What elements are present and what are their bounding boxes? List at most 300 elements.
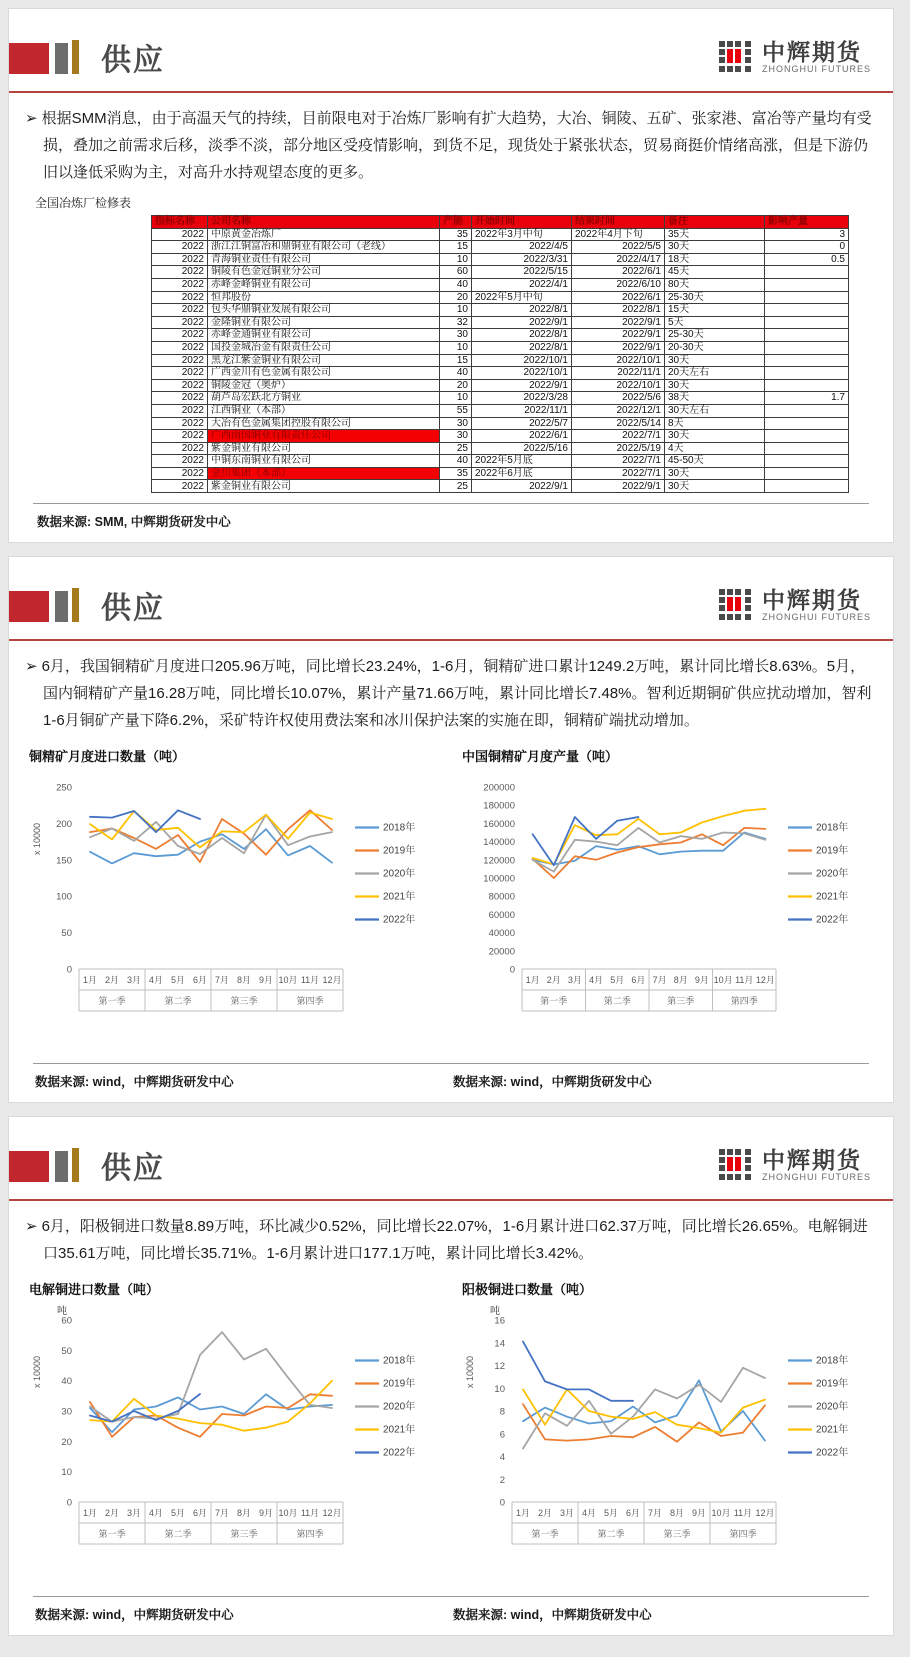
table-cell: 2022/11/1	[472, 404, 572, 417]
table-cell: 2022/5/7	[472, 417, 572, 430]
table-header-cell: 结束时间	[572, 216, 665, 229]
bullet-arrow-icon: ➢	[25, 1218, 38, 1236]
table-cell: 4天	[665, 442, 765, 455]
table-cell: 2022年5月中旬	[472, 291, 572, 304]
table-cell: 2022	[152, 278, 208, 291]
bullet-arrow-icon: ➢	[25, 658, 38, 676]
svg-text:1月: 1月	[82, 975, 98, 986]
table-cell: 中铜东南铜业有限公司	[208, 455, 440, 468]
svg-text:第二季: 第二季	[164, 1529, 192, 1540]
table-cell: 55	[440, 404, 472, 417]
table-cell: 2022/5/5	[572, 241, 665, 254]
svg-text:10月: 10月	[278, 975, 298, 986]
x-axis	[522, 969, 776, 1011]
table-cell: 5天	[665, 316, 765, 329]
table-cell: 38天	[665, 392, 765, 405]
table-row	[152, 228, 849, 241]
table-cell: 紫金铜业有限公司	[208, 480, 440, 493]
sources-row	[33, 1596, 869, 1635]
table-cell: 30天左右	[665, 404, 765, 417]
series-2020年	[523, 1368, 765, 1449]
svg-text:9月: 9月	[691, 1508, 707, 1519]
table-cell: 2022	[152, 404, 208, 417]
section-supply-concentrate	[8, 556, 894, 1103]
svg-text:吨: 吨	[57, 1306, 67, 1318]
table-cell: 25-30天	[665, 291, 765, 304]
svg-text:12: 12	[494, 1361, 505, 1373]
table-cell: 30	[440, 430, 472, 443]
table-cell: 2022/9/1	[572, 480, 665, 493]
header-rule	[9, 91, 893, 93]
table-cell: 0	[765, 241, 849, 254]
table-cell: 15天	[665, 304, 765, 317]
table-cell: 2022/5/6	[572, 392, 665, 405]
table-cell: 35	[440, 228, 472, 241]
chart-legend	[788, 821, 848, 926]
table-cell: 广西金川有色金属有限公司	[208, 367, 440, 380]
table-cell: 40	[440, 278, 472, 291]
table-cell: 铜陵金冠（奥炉）	[208, 379, 440, 392]
svg-text:第一季: 第一季	[98, 996, 126, 1007]
table-cell: 2022/6/1	[572, 266, 665, 279]
svg-text:2: 2	[499, 1474, 505, 1486]
table-cell: 2022/7/1	[572, 430, 665, 443]
table-cell	[765, 316, 849, 329]
table-row	[152, 392, 849, 405]
table-cell: 2022年6月底	[472, 467, 572, 480]
table-cell: 大冶有色金属集团控股有限公司	[208, 417, 440, 430]
table-row	[152, 304, 849, 317]
table-cell: 2022/11/1	[572, 367, 665, 380]
table-cell	[765, 304, 849, 317]
table-cell: 2022/9/1	[572, 329, 665, 342]
svg-text:2020年: 2020年	[383, 868, 416, 880]
svg-text:4: 4	[499, 1452, 505, 1464]
table-cell: 35天	[665, 228, 765, 241]
svg-text:5月: 5月	[610, 975, 625, 986]
table-cell: 2022/10/1	[572, 379, 665, 392]
table-cell: 2022	[152, 341, 208, 354]
table-cell: 8天	[665, 417, 765, 430]
table-row	[152, 329, 849, 342]
svg-text:14: 14	[494, 1338, 505, 1350]
table-cell: 金隆铜业有限公司	[208, 316, 440, 329]
table-cell: 2022	[152, 467, 208, 480]
svg-text:9月: 9月	[694, 975, 709, 986]
table-cell: 32	[440, 316, 472, 329]
svg-text:140000: 140000	[483, 837, 515, 849]
svg-text:第三季: 第三季	[230, 996, 258, 1007]
table-cell	[765, 291, 849, 304]
table-cell: 20	[440, 291, 472, 304]
brand-name-en: ZHONGHUI FUTURES	[762, 612, 871, 623]
svg-text:5月: 5月	[603, 1508, 619, 1519]
series-2021年	[523, 1389, 765, 1432]
svg-text:第四季: 第四季	[729, 1529, 757, 1540]
table-cell: 2022/6/1	[472, 430, 572, 443]
table-row	[152, 480, 849, 493]
section-supply-smelters	[8, 8, 894, 543]
table-header-row	[152, 216, 849, 229]
svg-text:9月: 9月	[258, 1508, 274, 1519]
table-row	[152, 241, 849, 254]
chart-title: 中国铜精矿月度产量（吨）	[462, 749, 619, 765]
table-cell: 中原黄金冶炼厂	[208, 228, 440, 241]
svg-text:10月: 10月	[278, 1508, 298, 1519]
intro-paragraph	[25, 653, 873, 734]
svg-text:2月: 2月	[537, 1508, 553, 1519]
svg-text:5月: 5月	[170, 1508, 186, 1519]
svg-text:2019年: 2019年	[383, 845, 416, 857]
svg-text:2021年: 2021年	[816, 891, 849, 903]
table-cell: 江西铜业（本部）	[208, 404, 440, 417]
table-cell: 45-50天	[665, 455, 765, 468]
svg-text:9月: 9月	[258, 975, 274, 986]
header-rule	[9, 639, 893, 641]
brand-name-cn: 中辉期货	[762, 586, 862, 613]
table-cell: 2022	[152, 354, 208, 367]
table-cell: 15	[440, 354, 472, 367]
x-axis	[79, 969, 343, 1011]
brand-logo	[718, 39, 871, 75]
svg-text:6月: 6月	[192, 1508, 208, 1519]
svg-text:x 10000: x 10000	[32, 1356, 42, 1389]
table-cell: 30天	[665, 480, 765, 493]
table-cell	[765, 442, 849, 455]
chart-legend	[355, 1354, 415, 1459]
brand-logo-icon	[718, 39, 754, 75]
table-cell: 2022/10/1	[572, 354, 665, 367]
table-cell: 30天	[665, 241, 765, 254]
svg-text:x 10000: x 10000	[32, 823, 42, 856]
table-cell: 铜陵有色金冠铜业分公司	[208, 266, 440, 279]
chart-column-right	[460, 1275, 893, 1594]
svg-text:2022年: 2022年	[383, 1447, 416, 1459]
svg-text:0: 0	[66, 964, 72, 976]
svg-text:100: 100	[56, 891, 72, 903]
svg-text:第四季: 第四季	[730, 996, 758, 1007]
brand-name-en: ZHONGHUI FUTURES	[762, 1172, 871, 1183]
table-cell: 30	[440, 329, 472, 342]
table-row	[152, 404, 849, 417]
table-row	[152, 367, 849, 380]
table-cell: 2022	[152, 430, 208, 443]
table-cell: 30天	[665, 467, 765, 480]
intro-paragraph	[25, 105, 873, 186]
svg-text:2月: 2月	[104, 975, 120, 986]
chart-column-left	[27, 1275, 460, 1594]
table-cell: 2022	[152, 291, 208, 304]
table-row	[152, 442, 849, 455]
table-body	[152, 228, 849, 492]
table-header-cell: 备注	[665, 216, 765, 229]
table-cell: 2022	[152, 329, 208, 342]
chart-column-left	[27, 742, 460, 1061]
table-cell: 包头华鼎铜业发展有限公司	[208, 304, 440, 317]
table-cell: 10	[440, 392, 472, 405]
brand-name-cn: 中辉期货	[762, 1146, 862, 1173]
table-cell: 10	[440, 304, 472, 317]
chart-title: 电解铜进口数量（吨）	[29, 1282, 160, 1298]
svg-text:8月: 8月	[673, 975, 688, 986]
svg-text:200: 200	[56, 818, 72, 830]
svg-text:30: 30	[61, 1406, 72, 1418]
svg-text:4月: 4月	[148, 1508, 164, 1519]
table-cell: 赤峰金峰铜业有限公司	[208, 278, 440, 291]
table-cell: 广西南国铜业有限责任公司	[208, 430, 440, 443]
svg-text:7月: 7月	[652, 975, 667, 986]
table-cell: 2022	[152, 417, 208, 430]
table-header-cell: 指标名称	[152, 216, 208, 229]
svg-text:3月: 3月	[559, 1508, 575, 1519]
svg-text:0: 0	[66, 1497, 72, 1509]
brand-name-cn: 中辉期货	[762, 38, 862, 65]
bullet-arrow-icon: ➢	[25, 110, 38, 127]
table-cell: 2022/7/1	[572, 455, 665, 468]
table-cell	[765, 278, 849, 291]
table-cell: 2022年3月中旬	[472, 228, 572, 241]
table-header-cell: 产能	[440, 216, 472, 229]
svg-text:2021年: 2021年	[816, 1424, 849, 1436]
svg-text:2019年: 2019年	[816, 1378, 849, 1390]
brand-logo	[718, 587, 871, 623]
svg-text:8月: 8月	[236, 1508, 252, 1519]
svg-text:10: 10	[494, 1383, 505, 1395]
table-row	[152, 341, 849, 354]
section-supply-copper-imports	[8, 1116, 894, 1636]
table-cell: 2022/6/10	[572, 278, 665, 291]
svg-text:第一季: 第一季	[98, 1529, 126, 1540]
svg-text:2020年: 2020年	[383, 1401, 416, 1413]
table-cell: 10	[440, 253, 472, 266]
table-row	[152, 354, 849, 367]
svg-text:1月: 1月	[515, 1508, 531, 1519]
svg-text:7月: 7月	[214, 975, 230, 986]
data-source: 数据来源: wind，中辉期货研发中心	[33, 1063, 451, 1102]
svg-text:11月: 11月	[735, 975, 754, 986]
svg-text:16: 16	[494, 1315, 505, 1327]
svg-text:8月: 8月	[236, 975, 252, 986]
table-cell	[765, 455, 849, 468]
table-row	[152, 379, 849, 392]
table-cell: 恒邦股份	[208, 291, 440, 304]
table-cell: 2022/9/1	[472, 480, 572, 493]
table-cell: 60	[440, 266, 472, 279]
table-cell: 2022年4月下旬	[572, 228, 665, 241]
table-cell: 2022/3/28	[472, 392, 572, 405]
table-cell	[765, 341, 849, 354]
svg-text:2019年: 2019年	[816, 845, 849, 857]
svg-text:第四季: 第四季	[296, 996, 324, 1007]
intro-text: 根据SMM消息，由于高温天气的持续，目前限电对于冶炼厂影响有扩大趋势，大冶、铜陵、五矿、张家港、富冶等产量均有受损，叠加之前需求后移，淡季不淡，部分地区受疫情影响，到货不足，现货处于紧张状态，贸易商挺价情绪高涨，但是下游仍旧以逢低采购为主，对高升水持观望态度的更多。	[41, 110, 872, 181]
svg-text:2020年: 2020年	[816, 1401, 849, 1413]
svg-text:11月: 11月	[733, 1508, 753, 1519]
table-cell: 20	[440, 379, 472, 392]
svg-text:2020年: 2020年	[816, 868, 849, 880]
table-cell	[765, 480, 849, 493]
svg-text:第二季: 第二季	[603, 996, 631, 1007]
svg-text:7月: 7月	[214, 1508, 230, 1519]
table-cell: 2022/8/1	[472, 341, 572, 354]
svg-text:第三季: 第三季	[667, 996, 695, 1007]
svg-text:2018年: 2018年	[383, 1355, 416, 1367]
line-chart-concentrate-imports	[27, 765, 459, 1061]
page-title: 供应	[101, 592, 165, 626]
data-source: 数据来源: SMM, 中辉期货研发中心	[33, 503, 869, 542]
table-cell	[765, 367, 849, 380]
table-cell	[765, 430, 849, 443]
line-chart-concentrate-output	[460, 765, 892, 1061]
svg-text:12月: 12月	[322, 975, 342, 986]
intro-text: 6月，我国铜精矿月度进口205.96万吨，同比增长23.24%，1-6月，铜精矿进口累计1249.2万吨，累计同比增长8.63%。5月，国内铜精矿产量16.28万吨，同比增长10.07%，累计产量71.66万吨，累计同比增长7.48%。智利近期铜矿供应扰动增加，智利1-6月铜矿产量下降6.2%，采矿特许权使用费法案和冰川保护法案的实施在即，铜精矿端扰动增加。	[41, 658, 872, 730]
header-accent-mark-icon	[9, 1148, 79, 1182]
table-header-cell: 公司名称	[208, 216, 440, 229]
table-cell: 2022/3/31	[472, 253, 572, 266]
svg-text:40000: 40000	[488, 928, 515, 940]
svg-text:吨: 吨	[490, 1306, 500, 1318]
header-rule	[9, 1199, 893, 1201]
svg-text:2022年: 2022年	[816, 914, 849, 926]
section-header	[9, 557, 893, 627]
svg-text:4月: 4月	[581, 1508, 597, 1519]
svg-text:40: 40	[61, 1376, 72, 1388]
table-head	[152, 216, 849, 229]
svg-text:160000: 160000	[483, 818, 515, 830]
svg-text:第二季: 第二季	[597, 1529, 625, 1540]
table-cell: 2022/6/1	[572, 291, 665, 304]
data-source: 数据来源: wind，中辉期货研发中心	[33, 1596, 451, 1635]
svg-text:2018年: 2018年	[383, 822, 416, 834]
svg-text:1月: 1月	[525, 975, 540, 986]
svg-text:60: 60	[61, 1315, 72, 1327]
table-cell: 2022/9/1	[472, 379, 572, 392]
table-cell: 18天	[665, 253, 765, 266]
svg-text:第一季: 第一季	[531, 1529, 559, 1540]
table-cell: 2022/4/17	[572, 253, 665, 266]
svg-text:4月: 4月	[589, 975, 604, 986]
table-cell: 2022/9/1	[572, 316, 665, 329]
svg-text:60000: 60000	[488, 909, 515, 921]
svg-text:100000: 100000	[483, 873, 515, 885]
table-cell: 2022	[152, 253, 208, 266]
table-cell: 30天	[665, 430, 765, 443]
svg-text:2021年: 2021年	[383, 1424, 416, 1436]
table-cell: 2022	[152, 241, 208, 254]
table-cell: 80天	[665, 278, 765, 291]
table-cell: 2022	[152, 480, 208, 493]
svg-text:第四季: 第四季	[296, 1529, 324, 1540]
svg-text:6月: 6月	[625, 1508, 641, 1519]
table-row	[152, 291, 849, 304]
svg-text:80000: 80000	[488, 891, 515, 903]
y-axis	[483, 783, 515, 976]
table-cell: 2022/5/15	[472, 266, 572, 279]
table-row	[152, 467, 849, 480]
table-cell: 2022	[152, 392, 208, 405]
table-cell: 2022	[152, 316, 208, 329]
table-cell: 30天	[665, 379, 765, 392]
svg-text:2月: 2月	[104, 1508, 120, 1519]
svg-text:第二季: 第二季	[164, 996, 192, 1007]
svg-text:250: 250	[56, 782, 72, 794]
series-2022年	[523, 1342, 633, 1401]
svg-text:2月: 2月	[546, 975, 561, 986]
svg-text:20000: 20000	[488, 946, 515, 958]
table-cell: 2022	[152, 379, 208, 392]
table-row	[152, 316, 849, 329]
chart-legend	[355, 821, 415, 926]
svg-text:50: 50	[61, 928, 72, 940]
table-cell: 2022	[152, 367, 208, 380]
table-cell	[765, 379, 849, 392]
table-cell: 2022	[152, 455, 208, 468]
svg-text:3月: 3月	[126, 1508, 142, 1519]
table-cell	[765, 354, 849, 367]
table-cell	[765, 417, 849, 430]
table-cell: 2022/12/1	[572, 404, 665, 417]
table-row	[152, 266, 849, 279]
table-cell: 葫芦岛宏跃北方铜业	[208, 392, 440, 405]
series-2021年	[533, 809, 766, 865]
data-source: 数据来源: wind，中辉期货研发中心	[451, 1063, 869, 1102]
table-cell: 40	[440, 455, 472, 468]
table-cell: 2022年5月底	[472, 455, 572, 468]
intro-paragraph	[25, 1213, 873, 1267]
table-cell: 2022/4/1	[472, 278, 572, 291]
table-cell: 10	[440, 341, 472, 354]
table-cell: 黑龙江紫金铜业有限公司	[208, 354, 440, 367]
table-cell: 25	[440, 442, 472, 455]
svg-text:2022年: 2022年	[383, 914, 416, 926]
table-cell: 25-30天	[665, 329, 765, 342]
data-source: 数据来源: wind，中辉期货研发中心	[451, 1596, 869, 1635]
x-axis	[79, 1502, 343, 1544]
brand-logo	[718, 1147, 871, 1183]
table-cell: 2022/4/5	[472, 241, 572, 254]
svg-text:8: 8	[499, 1406, 505, 1418]
table-cell: 2022/9/1	[572, 341, 665, 354]
table-cell	[765, 266, 849, 279]
table-cell: 2022/8/1	[472, 329, 572, 342]
table-cell: 2022/8/1	[472, 304, 572, 317]
table-cell: 2022/10/1	[472, 367, 572, 380]
line-chart-cathode-imports	[27, 1298, 459, 1594]
table-cell: 40	[440, 367, 472, 380]
table-cell: 15	[440, 241, 472, 254]
svg-text:2022年: 2022年	[816, 1447, 849, 1459]
header-accent-mark-icon	[9, 588, 79, 622]
table-cell: 2022	[152, 266, 208, 279]
table-cell: 国投金城冶金有限责任公司	[208, 341, 440, 354]
svg-text:第三季: 第三季	[663, 1529, 691, 1540]
table-cell	[765, 467, 849, 480]
svg-text:6月: 6月	[631, 975, 646, 986]
svg-text:2018年: 2018年	[816, 1355, 849, 1367]
table-row	[152, 417, 849, 430]
page-title: 供应	[101, 1152, 165, 1186]
table-cell: 金川集团（本部）	[208, 467, 440, 480]
chart-title: 阳极铜进口数量（吨）	[462, 1282, 593, 1298]
svg-text:10月: 10月	[713, 975, 733, 986]
svg-text:12月: 12月	[755, 975, 775, 986]
table-cell: 2022/7/1	[572, 467, 665, 480]
table-header-cell: 影响产量	[765, 216, 849, 229]
table-caption: 全国冶炼厂检修表	[35, 196, 132, 210]
charts-row	[27, 1275, 893, 1594]
table-cell: 2022	[152, 304, 208, 317]
section-header	[9, 9, 893, 79]
chart-title: 铜精矿月度进口数量（吨）	[29, 749, 186, 765]
